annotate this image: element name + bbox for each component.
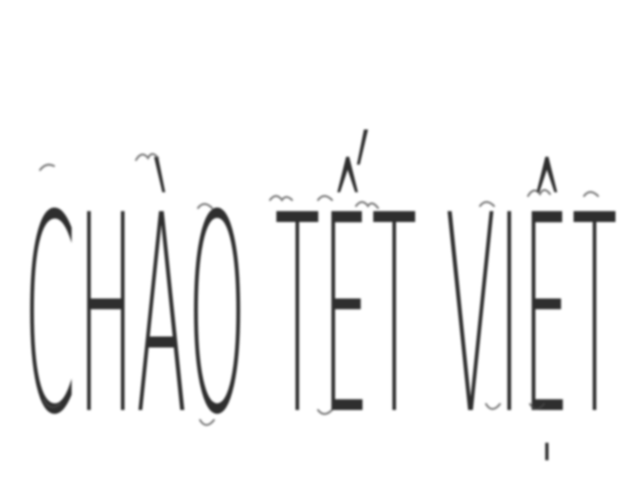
headline-text: CHÀO TẾT VIỆT [24, 157, 620, 476]
